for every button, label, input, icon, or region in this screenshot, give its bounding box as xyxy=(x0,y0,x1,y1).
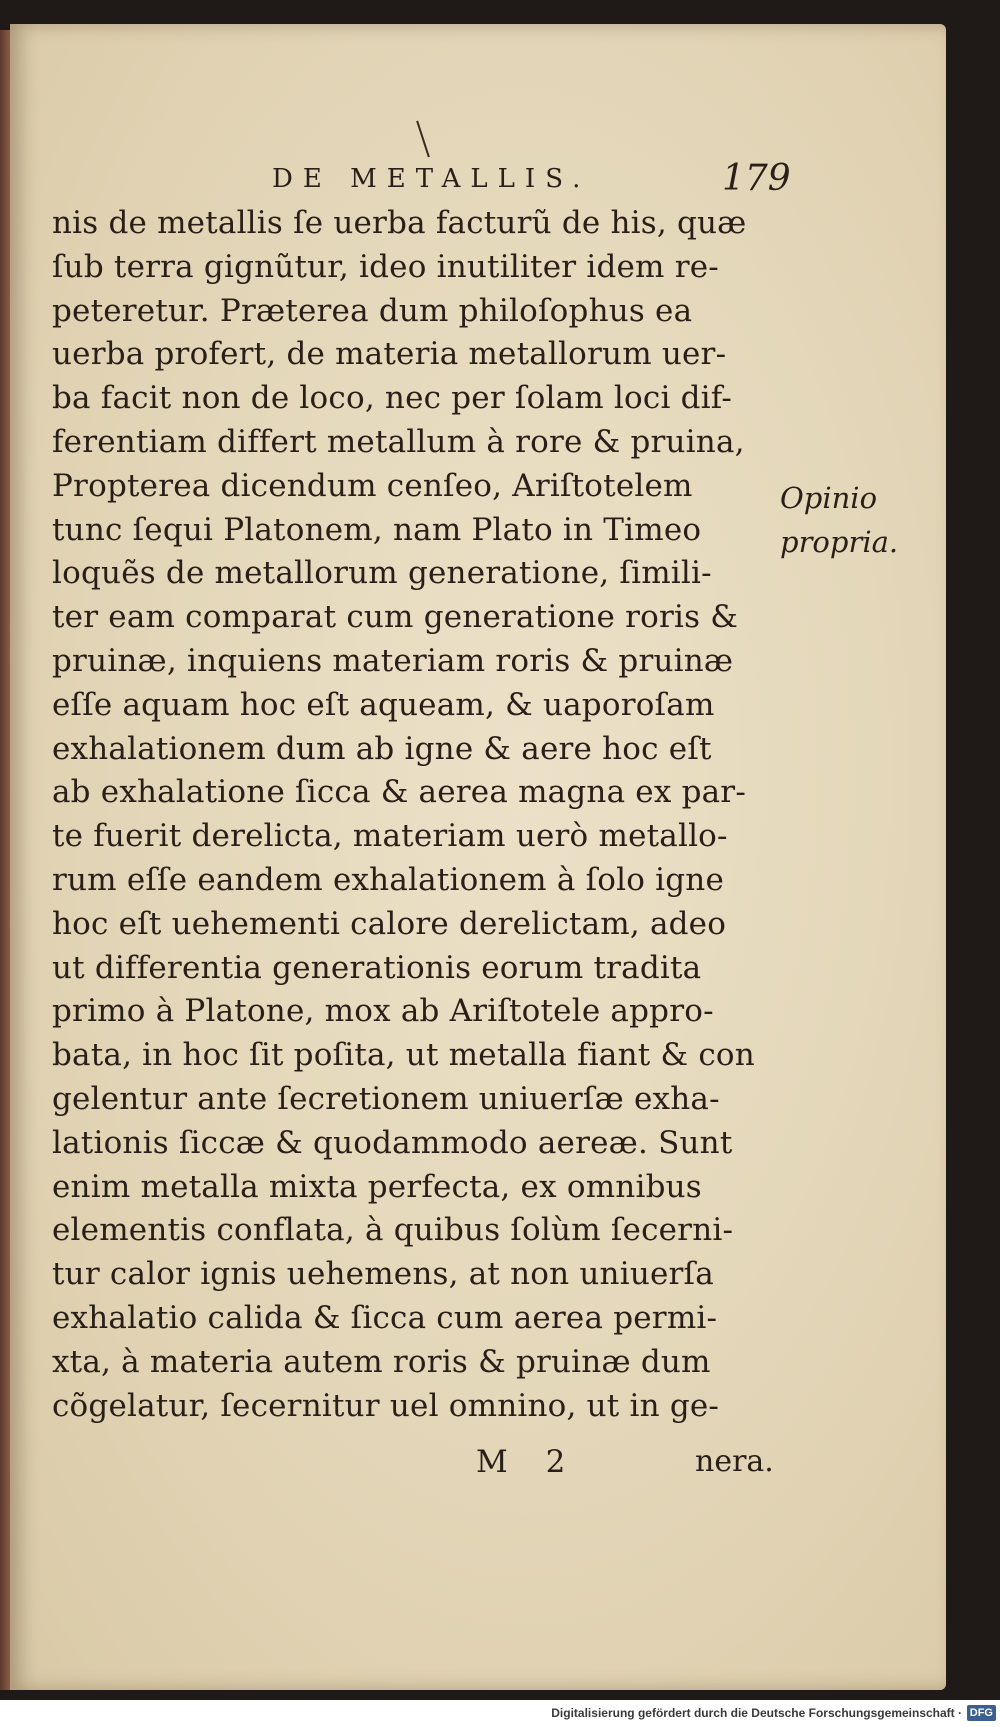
text-line: Propterea dicendum cenſeo, Ariſtotelem xyxy=(52,467,693,504)
digitization-footer xyxy=(0,1702,1000,1727)
text-line: pruinæ, inquiens materiam roris & pruinæ xyxy=(52,642,734,679)
text-line: nis de metallis ſe uerba facturũ de his, quæ xyxy=(52,205,747,241)
text-line: cõgelatur, ſecernitur uel omnino, ut in ge- xyxy=(52,1387,720,1424)
margin-note-line: Opinio xyxy=(780,481,878,515)
text-line: ſub terra gignũtur, ideo inutiliter idem re- xyxy=(52,248,719,285)
text-line: tur calor ignis uehemens, at non uniuerſa xyxy=(52,1256,714,1293)
text-line: exhalationem dum ab igne & aere hoc eſt xyxy=(52,730,712,767)
text-line: primo à Platone, mox ab Ariſtotele appro- xyxy=(52,993,714,1030)
text-line: bata, in hoc ſit poſita, ut metalla fiant & con xyxy=(52,1037,755,1074)
text-line: ab exhalatione ſicca & aerea magna ex par- xyxy=(52,774,747,811)
ink-tick-mark xyxy=(416,121,430,158)
text-line: hoc eſt uehementi calore derelictam, adeo xyxy=(52,905,727,942)
page-foot xyxy=(10,1444,810,1494)
text-line: ba facit non de loco, nec per ſolam loci dif- xyxy=(52,380,733,417)
catchword: nera. xyxy=(695,1444,774,1479)
text-line: xta, à materia autem roris & pruinæ dum xyxy=(52,1343,711,1380)
signature-mark: M 2 xyxy=(476,1444,580,1480)
text-line: exhalatio calida & ſicca cum aerea permi- xyxy=(52,1299,718,1336)
text-line: te fuerit derelicta, materiam uerò metallo- xyxy=(52,818,728,855)
text-line: ferentiam differt metallum à rore & pruina, xyxy=(52,423,745,460)
dfg-logo-badge: DFG xyxy=(967,1705,996,1721)
text-line: peteretur. Præterea dum philoſophus ea xyxy=(52,292,693,329)
text-line: enim metalla mixta perfecta, ex omnibus xyxy=(52,1168,702,1205)
text-line: rum eſſe eandem exhalationem à ſolo igne xyxy=(52,861,725,898)
text-line: lationis ſiccæ & quodammodo aereæ. Sunt xyxy=(52,1124,733,1161)
text-line: elementis conflata, à quibus ſolùm ſecerni- xyxy=(52,1212,734,1249)
funding-credit: Digitalisierung gefördert durch die Deutsche Forschungsgemeinschaft · xyxy=(551,1706,962,1720)
book-page xyxy=(10,24,946,1690)
margin-note-line: propria. xyxy=(780,525,899,559)
text-line: uerba profert, de materia metallorum uer- xyxy=(52,336,727,373)
text-line: ut differentia generationis eorum tradita xyxy=(52,949,702,986)
text-line: loquẽs de metallorum generatione, ſimili- xyxy=(52,555,712,592)
margin-note xyxy=(780,476,930,564)
page-number: 179 xyxy=(722,158,791,199)
body-text xyxy=(52,202,792,1428)
text-line: ter eam comparat cum generatione roris & xyxy=(52,599,739,636)
text-line: tunc ſequi Platonem, nam Plato in Timeo xyxy=(52,511,702,548)
text-line: gelentur ante ſecretionem uniuerſæ exha- xyxy=(52,1080,720,1117)
running-head: DE METALLIS. xyxy=(272,164,591,194)
text-line: eſſe aquam hoc eſt aqueam, & uaporoſam xyxy=(52,686,715,723)
